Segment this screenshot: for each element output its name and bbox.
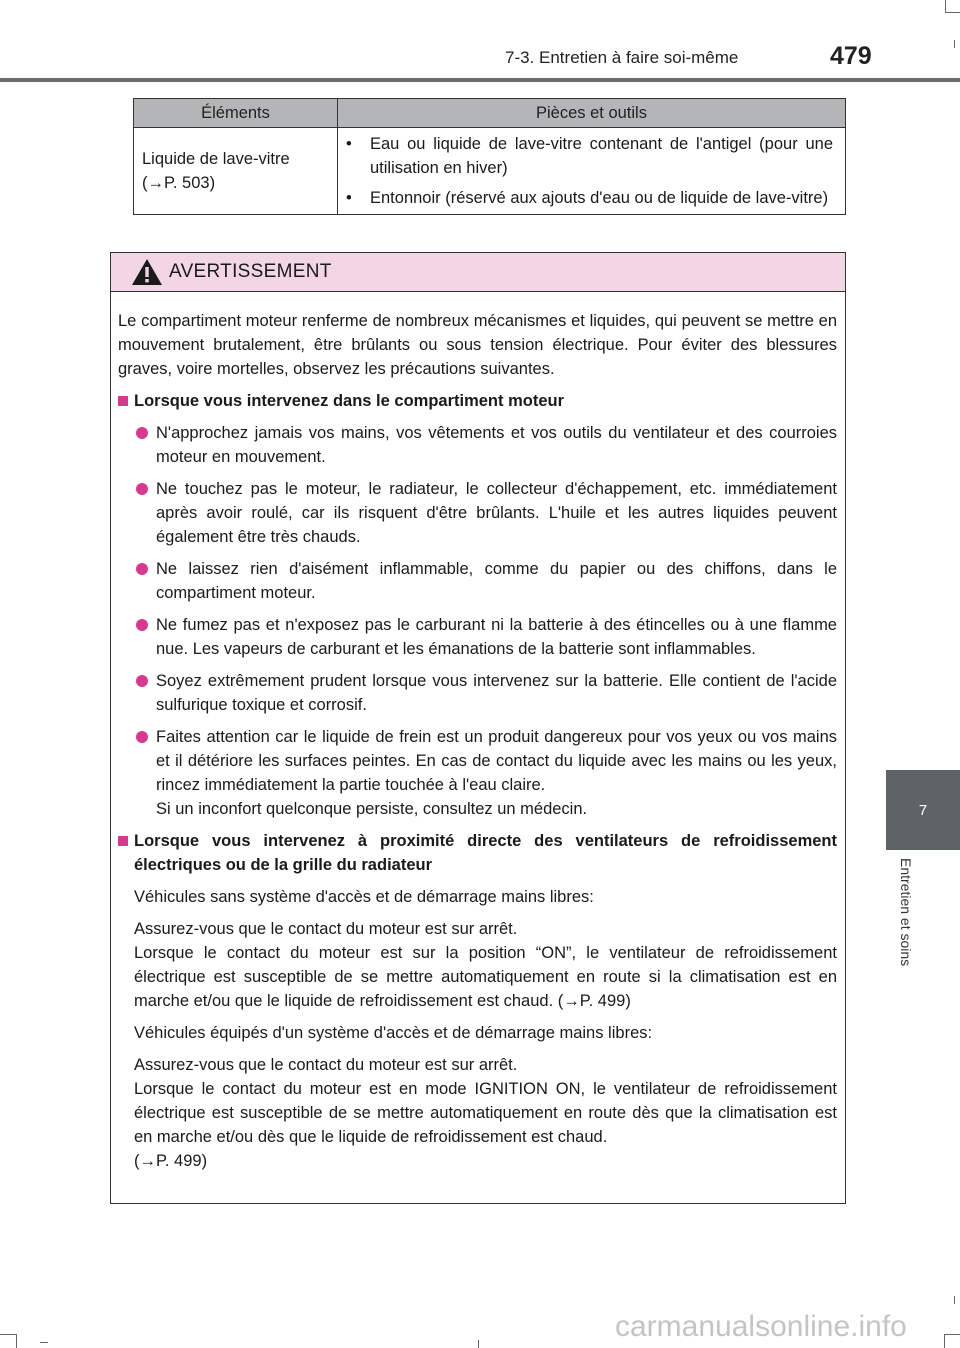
tool-text: Eau ou liquide de lave-vitre contenant de l'antigel (pour une utilisation en hiver) (370, 135, 833, 177)
crop-mark (478, 1340, 479, 1348)
header-rule (0, 78, 960, 82)
item-text: Faites attention car le liquide de frein est un produit dangereux pour vos yeux ou vos mains et il détériore les surfaces peintes. En cas de contact du liquide avec les mains ou les yeux, rincez immédiatement la partie touchée à l'eau claire. (156, 728, 837, 794)
tool-text: Entonnoir (réservé aux ajouts d'eau ou de liquide de lave-vitre) (370, 189, 829, 207)
item-name: Liquide de lave-vitre (142, 150, 290, 168)
section-title: 7-3. Entretien à faire soi-même (505, 48, 739, 67)
paragraph: Véhicules équipés d'un système d'accès et de démarrage mains libres: (134, 1024, 653, 1042)
chapter-tab (886, 770, 960, 850)
crop-mark (954, 40, 955, 48)
square-bullet-icon (118, 836, 128, 846)
paragraph: Assurez-vous que le contact du moteur est sur arrêt. Lorsque le contact du moteur est sur la position “ON”, le ventilateur de refroidissement électrique est susceptible de se mettre automatiquement en route si la climatisation est en marche et/ou que le liquide de refroidissement est chaud. (→P. 499) (134, 920, 837, 1010)
crop-mark (944, 1334, 945, 1348)
table-header-row (134, 99, 846, 128)
square-bullet-icon (118, 396, 128, 406)
page-number: 479 (830, 42, 872, 70)
circle-bullet-icon (136, 427, 148, 439)
circle-bullet-icon (136, 619, 148, 631)
circle-bullet-icon (136, 675, 148, 687)
parts-table (133, 98, 846, 215)
table-row (134, 128, 846, 215)
circle-bullet-icon (136, 483, 148, 495)
column-header: Éléments (134, 99, 338, 128)
list-item (118, 725, 837, 821)
watermark: carmanualsonline.info (615, 1310, 907, 1343)
circle-bullet-icon (136, 563, 148, 575)
paragraph: Véhicules sans système d'accès et de démarrage mains libres: (134, 888, 594, 906)
list-item: N'approchez jamais vos mains, vos vêtements et vos outils du ventilateur et des courroies moteur en mouvement. (118, 421, 837, 469)
bullet-icon: • (346, 189, 352, 207)
warning-body (111, 292, 845, 1173)
chapter-number: 7 (918, 801, 928, 819)
warning-box (110, 252, 846, 1204)
chapter-label: Entretien et soins (898, 858, 914, 967)
list-item (346, 132, 833, 180)
bullet-icon: • (346, 135, 352, 153)
crop-mark (944, 1334, 960, 1335)
crop-mark (0, 1334, 16, 1335)
list-item: Ne laissez rien d'aisément inflammable, comme du papier ou des chiffons, dans le compartiment moteur. (118, 557, 837, 605)
paragraph: Assurez-vous que le contact du moteur est sur arrêt. Lorsque le contact du moteur est en mode IGNITION ON, le ventilateur de refroidissement électrique est susceptible de se mettre automatiquement en route dès que la climatisation est en marche et/ou dès que le liquide de refroidissement est chaud. (→P. 499) (134, 1056, 837, 1170)
crop-mark (945, 0, 946, 12)
circle-bullet-icon (136, 731, 148, 743)
item-text: Si un inconfort quelconque persiste, consultez un médecin. (156, 800, 588, 818)
section-heading: Lorsque vous intervenez dans le compartiment moteur (118, 389, 837, 413)
crop-mark (945, 12, 960, 13)
list-item (346, 186, 833, 210)
list-item: Ne touchez pas le moteur, le radiateur, le collecteur d'échappement, etc. immédiatement après avoir roulé, car ils risquent d'être brûlants. L'huile et les autres liquides peuvent également être très chauds. (118, 477, 837, 549)
list-item: Soyez extrêmement prudent lorsque vous intervenez sur la batterie. Elle contient de l'acide sulfurique toxique et corrosif. (118, 669, 837, 717)
warning-title: AVERTISSEMENT (169, 261, 332, 282)
tools-cell (338, 128, 846, 215)
warning-intro: Le compartiment moteur renferme de nombreux mécanismes et liquides, qui peuvent se mettre en mouvement brutalement, être brûlants ou sous tension électrique. Pour éviter des blessures graves, voire mortelles, observez les précautions suivantes. (118, 312, 837, 378)
warning-header (111, 253, 845, 292)
column-header: Pièces et outils (338, 99, 846, 128)
section-heading: Lorsque vous intervenez à proximité directe des ventilateurs de refroidissement électriques ou de la grille du radiateur (118, 829, 837, 877)
warning-triangle-icon (131, 258, 163, 286)
crop-mark (16, 1334, 17, 1348)
list-item: Ne fumez pas et n'exposez pas le carburant ni la batterie à des étincelles ou à une flamme nue. Les vapeurs de carburant et les émanations de la batterie sont inflammables. (118, 613, 837, 661)
item-cell (134, 128, 338, 215)
crop-mark (40, 1342, 48, 1343)
item-page-ref: (→P. 503) (142, 174, 216, 192)
crop-mark (954, 1296, 955, 1304)
